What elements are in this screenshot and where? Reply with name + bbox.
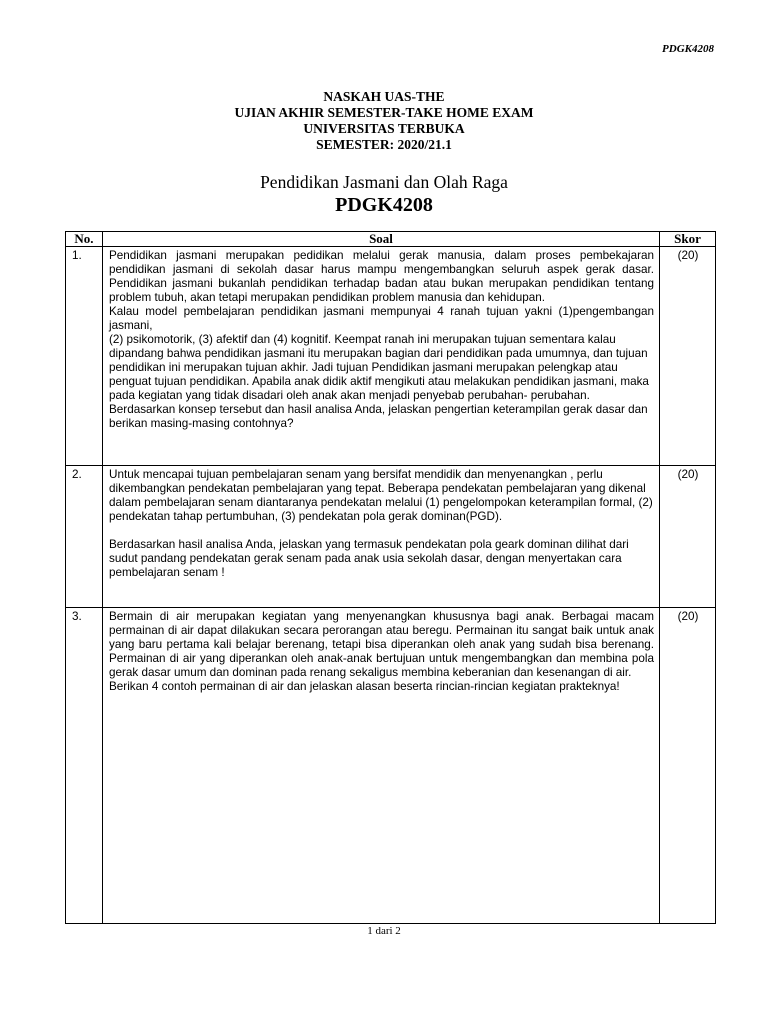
question-text bbox=[103, 247, 660, 466]
question-table bbox=[65, 231, 716, 924]
header-no: No. bbox=[66, 232, 103, 247]
question-paragraph: Berdasarkan hasil analisa Anda, jelaskan yang termasuk pendekatan pola geark dominan dilihat dari sudut pandang pendekatan gerak senam pada anak usia sekolah dasar, dengan menyertakan cara pembelajaran senam ! bbox=[109, 538, 629, 579]
course-code-top: PDGK4208 bbox=[662, 43, 714, 55]
question-paragraph: Bermain di air merupakan kegiatan yang menyenangkan khususnya bagi anak. Berbagai macam permainan di air dapat dilakukan secara perorangan atau beregu. Permainan itu sangat baik untuk anak yang baru pertama kali belajar berenang, tetapi bisa diperankan oleh anak yang sudah bisa berenang. Permainan di air yang diperankan oleh anak-anak bertujuan untuk mengembangkan dan membina pola gerak dasar umum dan dominan pada renang sekaligus membina keberanian dan kesenangan di air. bbox=[109, 610, 654, 679]
header-line-exam-title: NASKAH UAS-THE bbox=[323, 89, 445, 104]
question-score: (20) bbox=[660, 608, 716, 924]
question-row bbox=[66, 247, 716, 466]
subject-title: Pendidikan Jasmani dan Olah Raga bbox=[260, 172, 508, 192]
header-line-semester: SEMESTER: 2020/21.1 bbox=[316, 137, 452, 152]
question-score: (20) bbox=[660, 466, 716, 608]
page-number: 1 dari 2 bbox=[367, 925, 401, 937]
question-number: 1. bbox=[66, 247, 103, 466]
header-soal: Soal bbox=[103, 232, 660, 247]
question-score: (20) bbox=[660, 247, 716, 466]
question-row bbox=[66, 608, 716, 924]
question-paragraph: Pendidikan jasmani merupakan pedidikan melalui gerak manusia, dalam proses pembekajaran pendidikan jasmani di sekolah dasar harus mampu mengembangkan seluruh aspek gerak dasar. Pendidikan jasmani bukanlah pendidikan terhadap badan atau bukan merupakan pendidikan tentang problem tubuh, akan tetapi merupakan pendidikan problem manusia dan kehidupan. bbox=[109, 249, 654, 304]
question-paragraph: Untuk mencapai tujuan pembelajaran senam yang bersifat mendidik dan menyenangkan , perlu dikembangkan pendekatan pembelajaran yang tepat. Beberapa pendekatan pembelajaran yang dikenal dalam pembelajaran senam diantaranya pendekatan melalui (1) pengelompokan keterampilan formal, (2) pendekatan tahap pertumbuhan, (3) pendekatan pola gerak dominan(PGD). bbox=[109, 468, 653, 523]
question-number: 3. bbox=[66, 608, 103, 924]
question-paragraph: (2) psikomotorik, (3) afektif dan (4) kognitif. Keempat ranah ini merupakan tujuan sementara kalau dipandang bahwa pendidikan jasmani itu merupakan bagian dari pendidikan pada umumnya, dan tujuan pendidikan ini merupakan tujuan akhir. Jadi tujuan Pendidikan jasmani merupakan pelengkap atau penguat tujuan pendidikan. Apabila anak didik aktif mengikuti atau melakukan pendidikan jasmani, maka pada kegiatan yang tidak disadari oleh anak akan menjadi penyebab perubahan- perubahan. Berdasarkan konsep tersebut dan hasil analisa Anda, jelaskan pengertian keterampilan gerak dasar dan berikan masing-masing contohnya? bbox=[109, 333, 649, 430]
question-text bbox=[103, 466, 660, 608]
table-header-row bbox=[66, 232, 716, 247]
header-line-university: UNIVERSITAS TERBUKA bbox=[303, 121, 465, 136]
question-paragraph: Kalau model pembelajaran pendidikan jasmani mempunyai 4 ranah tujuan yakni (1)pengembangan jasmani, bbox=[109, 305, 654, 332]
exam-header bbox=[0, 89, 768, 153]
header-skor: Skor bbox=[660, 232, 716, 247]
question-number: 2. bbox=[66, 466, 103, 608]
question-paragraph: Berikan 4 contoh permainan di air dan jelaskan alasan beserta rincian-rincian kegiatan prakteknya! bbox=[109, 680, 620, 693]
course-code: PDGK4208 bbox=[335, 194, 433, 216]
question-row bbox=[66, 466, 716, 608]
header-line-exam-type: UJIAN AKHIR SEMESTER-TAKE HOME EXAM bbox=[234, 105, 534, 120]
question-text bbox=[103, 608, 660, 924]
